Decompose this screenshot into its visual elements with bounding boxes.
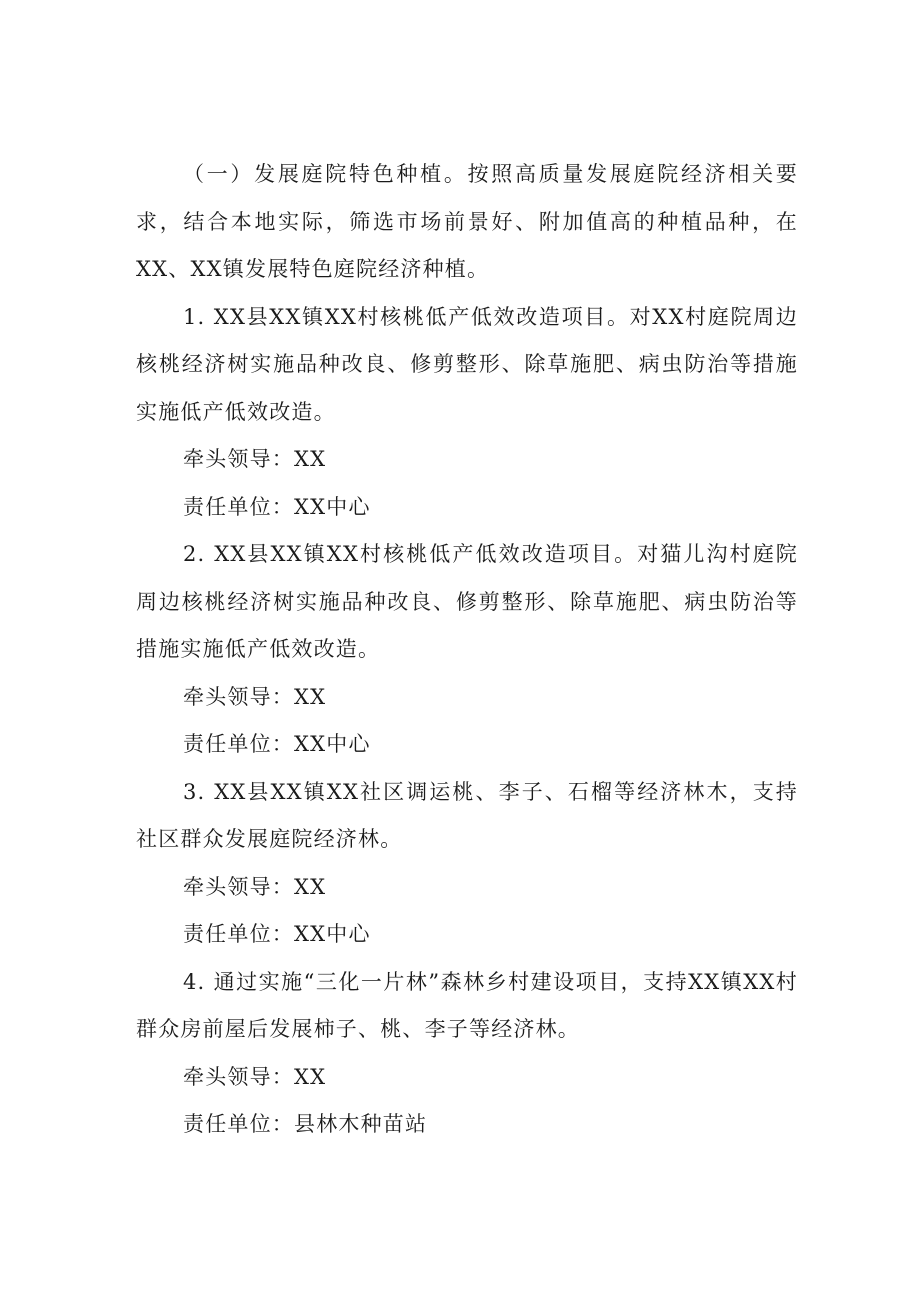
item-4-leader: 牵头领导：XX <box>183 1064 327 1089</box>
item-3-paragraph: 3. XX县XX镇XX社区调运桃、李子、石榴等经济林木，支持社区群众发展庭院经济林。 <box>136 779 798 851</box>
item-3-leader: 牵头领导：XX <box>183 874 327 899</box>
item-2-paragraph: 2. XX县XX镇XX村核桃低产低效改造项目。对猫儿沟村庭院周边核桃经济树实施品种改良、修剪整形、除草施肥、病虫防治等措施实施低产低效改造。 <box>136 542 798 661</box>
item-2-leader: 牵头领导：XX <box>183 684 327 709</box>
item-1-paragraph: 1. XX县XX镇XX村核桃低产低效改造项目。对XX村庭院周边核桃经济树实施品种改良、修剪整形、除草施肥、病虫防治等措施实施低产低效改造。 <box>136 304 798 424</box>
item-4-unit: 责任单位：县林木种苗站 <box>183 1112 428 1136</box>
item-4-paragraph: 4. 通过实施“三化一片林”森林乡村建设项目，支持XX镇XX村群众房前屋后发展柿子、桃、李子等经济林。 <box>136 969 798 1041</box>
item-2-unit: 责任单位：XX中心 <box>183 732 371 756</box>
item-1-leader: 牵头领导：XX <box>183 447 327 471</box>
item-1-unit: 责任单位：XX中心 <box>183 494 371 519</box>
document-body <box>136 151 798 1149</box>
section-intro-paragraph: （一）发展庭院特色种植。按照高质量发展庭院经济相关要求，结合本地实际，筛选市场前景好、附加值高的种植品种，在XX、XX镇发展特色庭院经济种植。 <box>136 162 798 281</box>
item-3-unit: 责任单位：XX中心 <box>183 922 371 946</box>
